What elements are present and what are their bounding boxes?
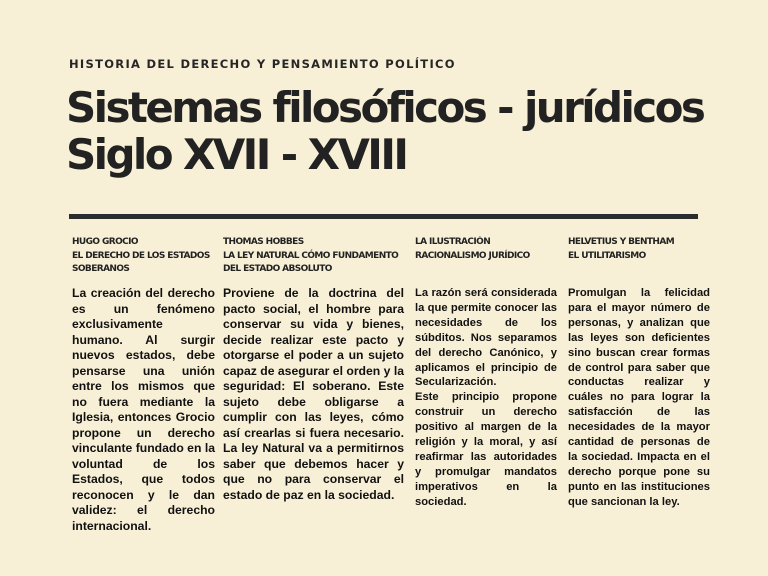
column-body <box>415 286 557 510</box>
column-la-ilustracion <box>415 236 557 510</box>
header-kicker: HISTORIA DEL DERECHO Y PENSAMIENTO POLÍTICO <box>69 57 456 71</box>
column-body: Proviene de la doctrina del pacto social, el hombre para conservar su vida y bienes, decide realizar este pacto y otorgarse el poder a un sujeto capaz de asegurar el orden y la seguridad: El soberano. Este sujeto debe obligarse a cumplir con las leyes, cómo así crearlas si fuera necesario. La ley Natural va a permitirnos saber que debemos hacer y que no para conservar el estado de paz en la sociedad. <box>223 286 404 502</box>
column-heading <box>415 236 557 280</box>
heading-line: EL UTILITARISMO <box>568 250 646 261</box>
heading-line: EL DERECHO DE LOS ESTADOS <box>72 250 210 261</box>
column-heading <box>223 236 404 280</box>
column-heading <box>72 236 215 280</box>
heading-line: SOBERANOS <box>72 264 130 274</box>
heading-line: LA ILUSTRACIÓN <box>415 237 491 247</box>
body-paragraph: Este principio propone construir un derecho positivo al margen de la religión y la moral, y así reafirmar las autoridades y promulgar mandatos imperativos en la sociedad. <box>415 391 557 508</box>
column-body: La creación del derecho es un fenómeno exclusivamente humano. Al surgir nuevos estados, debe pensarse una unión entre los mismos que no fuera mediante la Iglesia, entonces Grocio propone un derecho vinculante fundado en la voluntad de los Estados, que todos reconocen y le dan validez: el derecho internacional. <box>72 286 215 533</box>
body-paragraph: La razón será considerada la que permite conocer las necesidades de los súbditos. Nos separamos del derecho Canónico, y aplicamos el principio de Secularización. <box>415 287 557 389</box>
column-body: Promulgan la felicidad para el mayor número de personas, y analizan que las leyes son deficientes sino buscan crear formas de control para saber que conductas realizar y cuáles no para lograr la satisfacción de las necesidades de la mayor cantidad de personas de la sociedad. Impacta en el derecho porque pone su punto en las instituciones que sancionan la ley. <box>568 287 710 508</box>
title-divider <box>69 214 698 219</box>
column-helvetius-bentham <box>568 236 710 510</box>
column-thomas-hobbes <box>223 236 404 503</box>
heading-line: HELVETIUS Y BENTHAM <box>568 237 675 247</box>
page-title: Sistemas filosóficos - jurídicos Siglo XVII - XVIII <box>66 83 704 179</box>
column-hugo-grocio <box>72 236 215 534</box>
heading-line: THOMAS HOBBES <box>223 237 304 247</box>
heading-line: HUGO GROCIO <box>72 237 138 247</box>
heading-line: RACIONALISMO JURÍDICO <box>415 250 530 261</box>
column-heading <box>568 236 710 280</box>
heading-line: DEL ESTADO ABSOLUTO <box>223 264 332 274</box>
heading-line: LA LEY NATURAL CÓMO FUNDAMENTO <box>223 250 399 261</box>
